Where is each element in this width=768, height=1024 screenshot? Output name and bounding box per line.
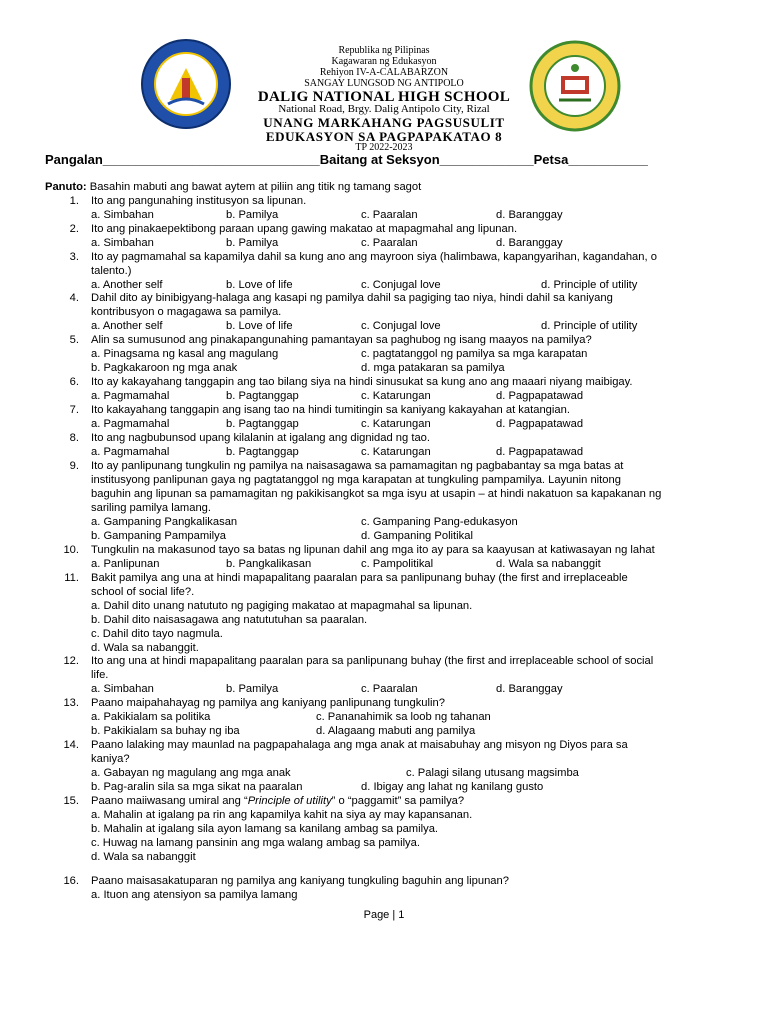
date-field[interactable]: Petsa___________ bbox=[533, 152, 648, 167]
choice-c: c. Dahil dito tayo nagmula. bbox=[91, 628, 223, 640]
choice-a: a. Pagmamahal bbox=[91, 390, 170, 402]
choice-d: d. Wala sa nabanggit. bbox=[91, 642, 199, 654]
section-field[interactable]: Baitang at Seksyon_____________ bbox=[319, 152, 534, 167]
choice-a: a. Panlipunan bbox=[91, 558, 160, 570]
question-text-cont: school of social life?. bbox=[91, 586, 195, 598]
choice-a: a. Pakikialam sa politika bbox=[91, 711, 211, 723]
question-text-italic: Principle of utility bbox=[247, 795, 332, 807]
choice-a: a. Gampaning Pangkalikasan bbox=[91, 516, 238, 528]
choice-b: b. Dahil dito naisasagawa ang natututuhan sa paaralan. bbox=[91, 614, 368, 626]
question-number: 8. bbox=[69, 432, 79, 444]
choice-d: d. Baranggay bbox=[496, 237, 563, 249]
question-text-cont: talento.) bbox=[91, 265, 132, 277]
choice-d: d. Baranggay bbox=[496, 209, 563, 221]
choice-b: b. Pag-aralin sila sa mga sikat na paaralan bbox=[91, 781, 303, 793]
choice-b: b. Gampaning Pampamilya bbox=[91, 530, 226, 542]
name-field[interactable]: Pangalan______________________________ bbox=[45, 152, 320, 167]
choice-b: b. Pagtanggap bbox=[226, 390, 299, 402]
subject-title: EDUKASYON SA PAGPAPAKATAO 8 bbox=[265, 129, 503, 144]
choice-d: d. Principle of utility bbox=[541, 320, 638, 332]
question-number: 11. bbox=[64, 572, 79, 584]
choice-d: d. mga patakaran sa pamilya bbox=[361, 362, 505, 374]
choice-d: d. Principle of utility bbox=[541, 279, 638, 291]
question-text-cont: institusyong panlipunan gaya ng pagtatanggol ng mga karapatan at tungkuling pampamilya. Layunin nitong bbox=[91, 474, 621, 486]
question-text: Paano maipahahayag ng pamilya ang kaniyang panlipunang tungkulin? bbox=[91, 697, 445, 709]
choice-b: b. Pakikialam sa buhay ng iba bbox=[91, 725, 240, 737]
question-number: 15. bbox=[63, 795, 79, 807]
school-address: National Road, Brgy. Dalig Antipolo City, Rizal bbox=[278, 103, 490, 115]
question-number: 13. bbox=[63, 697, 79, 709]
choice-a: a. Ituon ang atensiyon sa pamilya lamang bbox=[91, 889, 298, 901]
question-number: 16. bbox=[63, 875, 79, 887]
question-text-part: Paano maiiwasang umiral ang “ bbox=[91, 795, 248, 807]
choice-c: c. Conjugal love bbox=[361, 279, 441, 291]
question-number: 2. bbox=[69, 223, 79, 235]
header-region: Rehiyon IV-A-CALABARZON bbox=[319, 67, 449, 78]
exam-title: UNANG MARKAHANG PAGSUSULIT bbox=[263, 115, 505, 130]
choice-b: b. Pamilya bbox=[226, 683, 279, 695]
question-text: Ito ang pangunahing institusyon sa lipunan. bbox=[91, 195, 307, 207]
choice-c: c. Paaralan bbox=[361, 683, 418, 695]
question-text: Bakit pamilya ang una at hindi mapapalitang paaralan para sa panlipunang buhay (the first and irreplaceable bbox=[91, 572, 628, 584]
choice-a: a. Another self bbox=[91, 279, 163, 291]
question-text-cont: kaniya? bbox=[91, 753, 130, 765]
question-text: Alin sa sumusunod ang pinakapangunahing pamantayan sa paghubog ng isang maayos na pamilya? bbox=[91, 334, 592, 346]
choice-a: a. Simbahan bbox=[91, 237, 154, 249]
choice-c: c. Pananahimik sa loob ng tahanan bbox=[316, 711, 491, 723]
question-number: 1. bbox=[69, 195, 79, 207]
question-text-cont: life. bbox=[91, 669, 109, 681]
choice-a: a. Pagmamahal bbox=[91, 446, 170, 458]
question-text: Dahil dito ay binibigyang-halaga ang kasapi ng pamilya dahil sa pagiging tao niya, hindi dahil sa kaniyang bbox=[91, 292, 613, 304]
question-text: Tungkulin na makasunod tayo sa batas ng lipunan dahil ang mga ito ay para sa kaayusan at katiwasayan ng lahat bbox=[91, 544, 655, 556]
choice-d: d. Pagpapatawad bbox=[496, 390, 584, 402]
choice-a: a. Pinagsama ng kasal ang magulang bbox=[91, 348, 279, 360]
question-text-cont: kontribusyon o magagawa sa pamilya. bbox=[91, 306, 282, 318]
question-number: 10. bbox=[63, 544, 79, 556]
choice-d: d. Gampaning Politikal bbox=[361, 530, 473, 542]
choice-b: b. Love of life bbox=[226, 320, 293, 332]
choice-b: b. Mahalin at igalang sila ayon lamang sa kanilang ambag sa pamilya. bbox=[91, 823, 439, 835]
choice-a: a. Dahil dito unang natututo ng pagiging makatao at mapagmahal sa lipunan. bbox=[91, 600, 473, 612]
choice-d: d. Wala sa nabanggit bbox=[91, 851, 196, 863]
question-text: Paano maisasakatuparan ng pamilya ang kaniyang tungkuling baguhin ang lipunan? bbox=[91, 875, 509, 887]
choice-d: d. Pagpapatawad bbox=[496, 446, 584, 458]
choice-c: c. Gampaning Pang-edukasyon bbox=[361, 516, 518, 528]
page-number: Page | 1 bbox=[363, 909, 405, 921]
question-number: 6. bbox=[69, 376, 79, 388]
question-number: 9. bbox=[69, 460, 79, 472]
question-text: Ito ang pinakaepektibong paraan upang gawing makatao at mapagmahal ang lipunan. bbox=[91, 223, 518, 235]
choice-b: b. Pangkalikasan bbox=[226, 558, 312, 570]
student-info-line bbox=[45, 152, 648, 167]
choice-d: d. Wala sa nabanggit bbox=[496, 558, 601, 570]
question-text-cont: sariling pamilya lamang. bbox=[91, 502, 212, 514]
question-text-cont: baguhin ang lipunan sa pamamagitan ng pakikisangkot sa mga isyu at usapin – at hindi nakatuon sa kapakanan ng bbox=[91, 488, 662, 500]
choice-d: d. Ibigay ang lahat ng kanilang gusto bbox=[361, 781, 544, 793]
choice-d: d. Alagaang mabuti ang pamilya bbox=[316, 725, 476, 737]
choice-c: c. Palagi silang utusang magsimba bbox=[406, 767, 579, 779]
choice-b: b. Pagtanggap bbox=[226, 446, 299, 458]
header-department: Kagawaran ng Edukasyon bbox=[331, 56, 437, 67]
question-text: Ito kakayahang tanggapin ang isang tao na hindi tumitingin sa kaniyang kakayahan at katangian. bbox=[91, 404, 570, 416]
header-republic: Republika ng Pilipinas bbox=[338, 45, 430, 56]
choice-a: a. Pagmamahal bbox=[91, 418, 170, 430]
choice-b: b. Pamilya bbox=[226, 209, 279, 221]
instructions-text: Basahin mabuti ang bawat aytem at piliin ang titik ng tamang sagot bbox=[86, 181, 422, 193]
question-number: 14. bbox=[63, 739, 79, 751]
choice-a: a. Mahalin at igalang pa rin ang kapamilya kahit na siya ay may kapansanan. bbox=[91, 809, 473, 821]
question-text: Ito ay kakayahang tanggapin ang tao bilang siya na hindi sinusukat sa kung ano ang maaari niyang maibigay. bbox=[91, 376, 633, 388]
question-text: Paano lalaking may maunlad na pagpapahalaga ang mga anak at maisabuhay ang misyon ng Diyos para sa bbox=[91, 739, 628, 751]
choice-a: a. Another self bbox=[91, 320, 163, 332]
choice-a: a. Simbahan bbox=[91, 683, 154, 695]
question-text: Ito ay panlipunang tungkulin ng pamilya na naisasagawa sa pamamagitan ng pagbabantay sa mga batas at bbox=[91, 460, 624, 472]
choice-d: d. Pagpapatawad bbox=[496, 418, 584, 430]
choice-b: b. Pagtanggap bbox=[226, 418, 299, 430]
choice-b: b. Love of life bbox=[226, 279, 293, 291]
question-text: Ito ay pagmamahal sa kapamilya dahil sa kung ano ang mayroon siya (halimbawa, kapangyarihan, kagandahan, o bbox=[91, 251, 657, 263]
choice-c: c. Paaralan bbox=[361, 209, 418, 221]
choice-c: c. Katarungan bbox=[361, 446, 431, 458]
choice-c: c. Conjugal love bbox=[361, 320, 441, 332]
choice-c: c. Paaralan bbox=[361, 237, 418, 249]
question-text: Ito ang una at hindi mapapalitang paaralan para sa panlipunang buhay (the first and irreplaceable school of social bbox=[91, 655, 654, 667]
choice-b: b. Pagkakaroon ng mga anak bbox=[91, 362, 238, 374]
choice-a: a. Simbahan bbox=[91, 209, 154, 221]
choice-a: a. Gabayan ng magulang ang mga anak bbox=[91, 767, 291, 779]
choice-c: c. Huwag na lamang pansinin ang mga walang ambag sa pamilya. bbox=[91, 837, 420, 849]
school-name: DALIG NATIONAL HIGH SCHOOL bbox=[257, 89, 511, 105]
choice-c: c. Pampolitikal bbox=[361, 558, 434, 570]
instructions bbox=[45, 181, 421, 194]
header-division: SANGAY LUNGSOD NG ANTIPOLO bbox=[304, 78, 464, 89]
question-number: 7. bbox=[69, 404, 79, 416]
question-number: 4. bbox=[69, 292, 79, 304]
question-number: 12. bbox=[63, 655, 79, 667]
question-text: Ito ang nagbubunsod upang kilalanin at igalang ang dignidad ng tao. bbox=[91, 432, 431, 444]
choice-b: b. Pamilya bbox=[226, 237, 279, 249]
question-number: 5. bbox=[69, 334, 79, 346]
instructions-label: Panuto: bbox=[45, 181, 87, 193]
choice-c: c. Katarungan bbox=[361, 418, 431, 430]
question-text-part: ” o “paggamit” sa pamilya? bbox=[331, 795, 465, 807]
choice-d: d. Baranggay bbox=[496, 683, 563, 695]
choice-c: c. pagtatanggol ng pamilya sa mga karapatan bbox=[361, 348, 588, 360]
question-text bbox=[91, 795, 464, 808]
school-year: TP 2022-2023 bbox=[355, 142, 413, 153]
question-number: 3. bbox=[69, 251, 79, 263]
choice-c: c. Katarungan bbox=[361, 390, 431, 402]
